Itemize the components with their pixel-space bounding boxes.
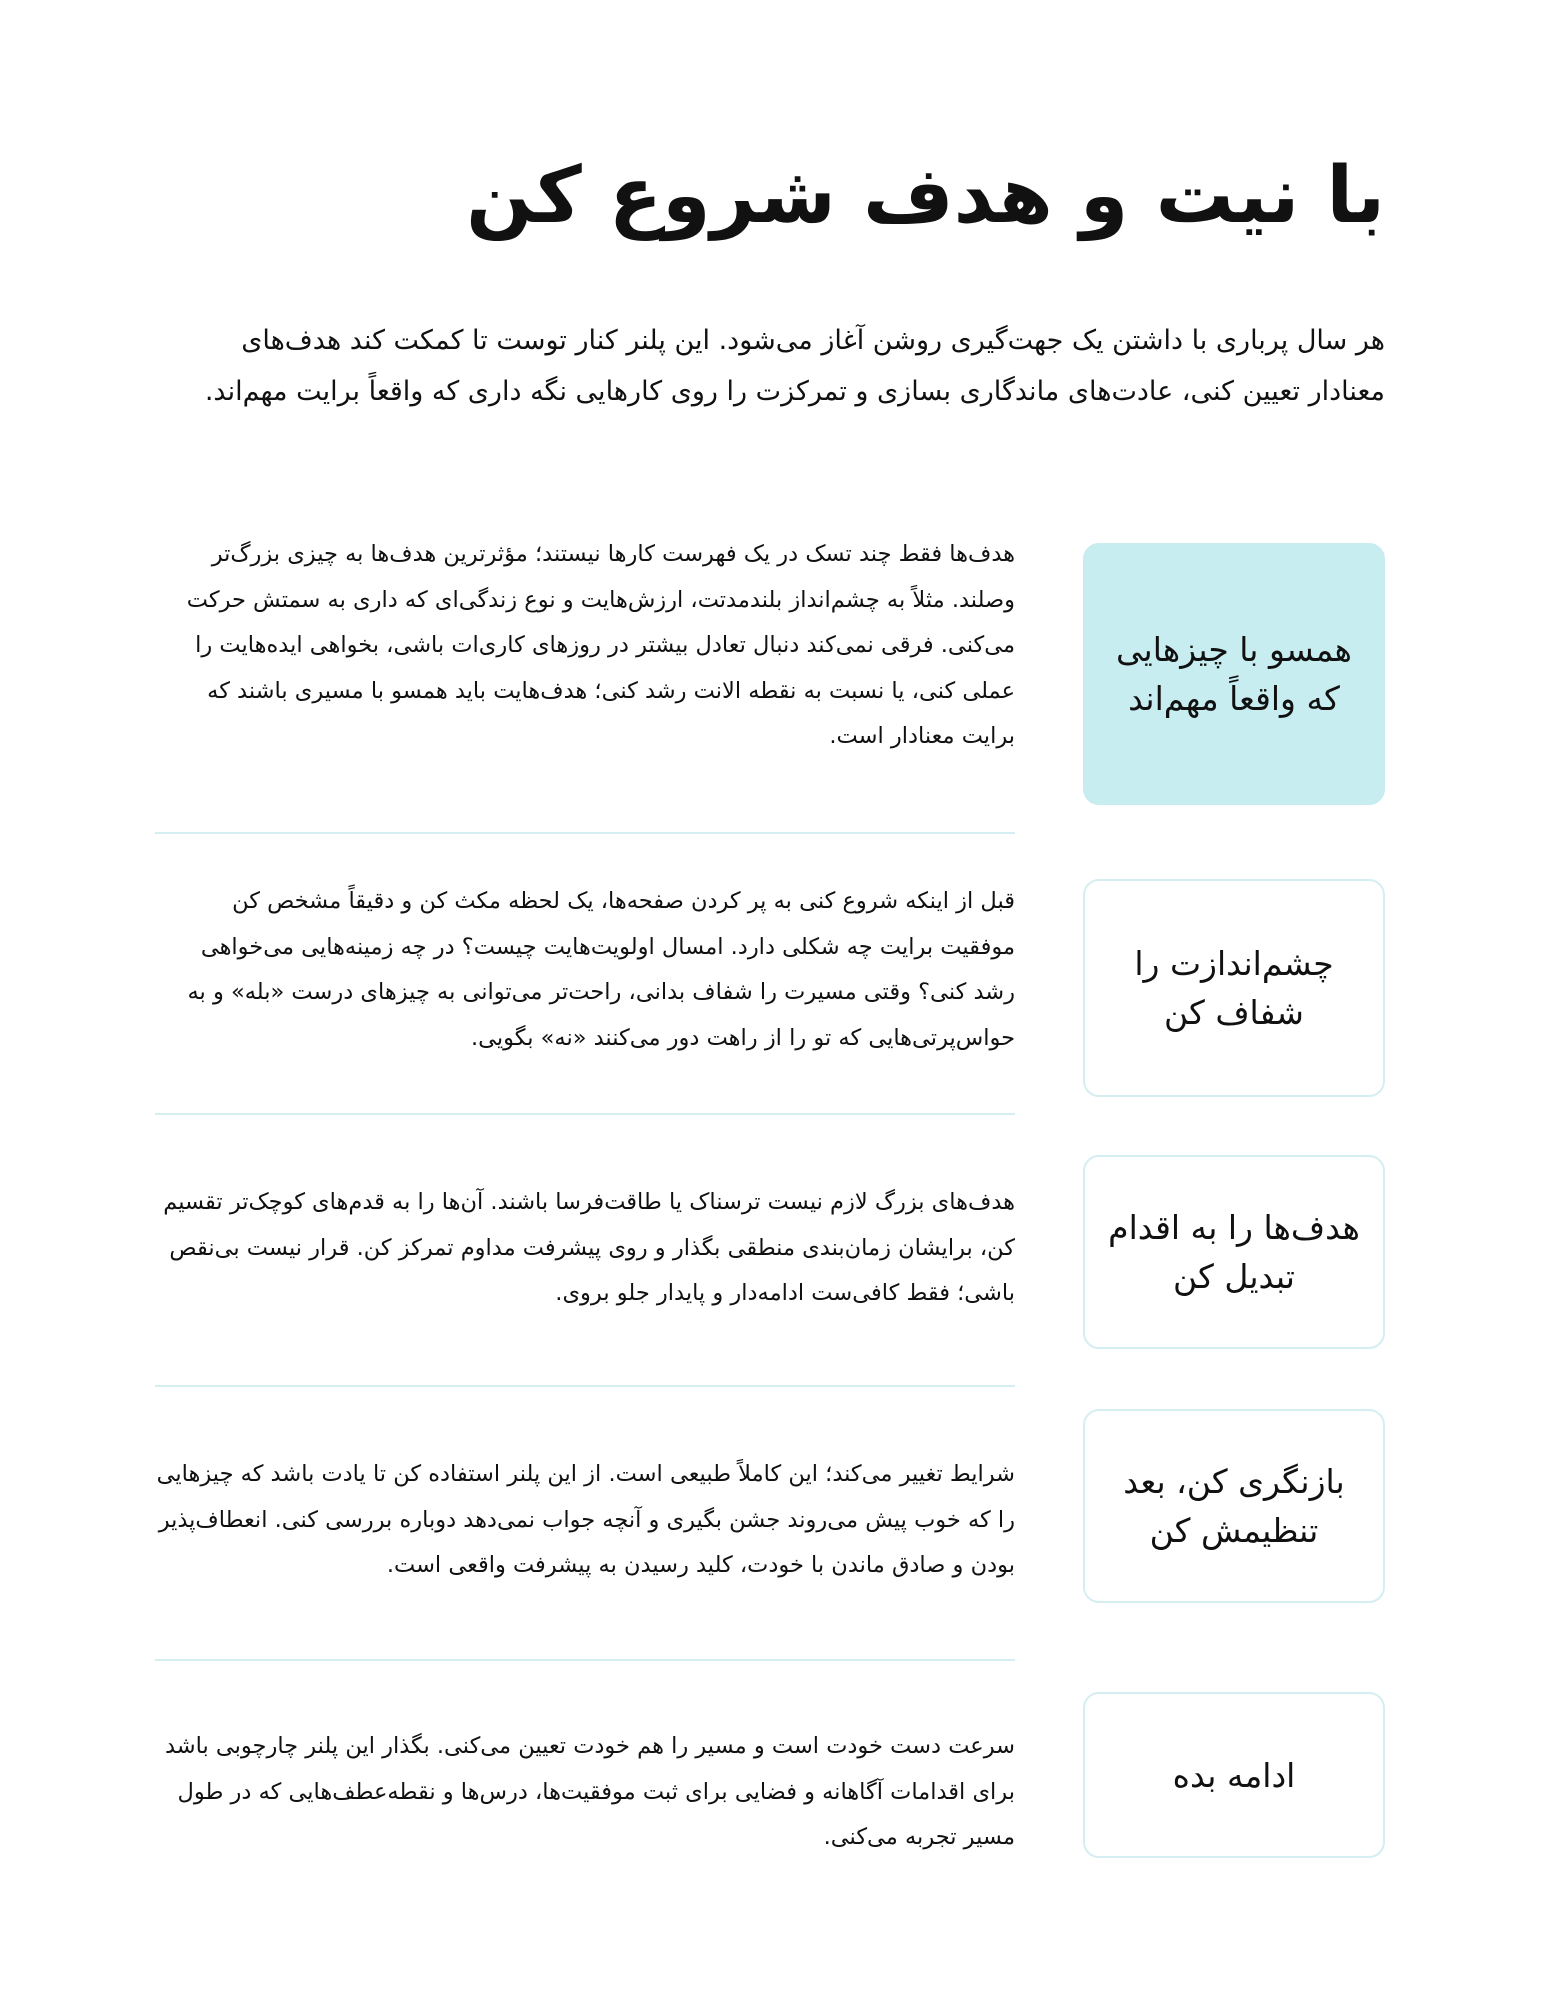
section-divider <box>155 832 1015 834</box>
section-heading-card <box>1083 879 1385 1097</box>
section-heading-card <box>1083 1155 1385 1349</box>
section-body: هدف‌ها فقط چند تسک در یک فهرست کارها نیستند؛ مؤثرترین هدف‌ها به چیزی بزرگ‌تر وصلند. مثلاً به چشم‌انداز بلندمدتت، ارزش‌هایت و نوع زندگی‌ای که داری به سمتش حرکت می‌کنی. فرقی نمی‌کند دنبال تعادل بیشتر در روزهای کاری‌ات باشی، بخواهی ایده‌هایت را عملی کنی، یا نسبت به نقطه الانت رشد کنی؛ هدف‌هایت باید همسو با مسیری باشند که برایت معنادار است. <box>186 541 1015 749</box>
intro-paragraph: هر سال پرباری با داشتن یک جهت‌گیری روشن آغاز می‌شود. این پلنر کنار توست تا کمکت کند هدف‌های معنادار تعیین کنی، عادت‌های ماندگاری بسازی و تمرکزت را روی کارهایی نگه داری که واقعاً برایت مهم‌اند. <box>204 325 1385 407</box>
section-body: سرعت دست خودت است و مسیر را هم خودت تعیین می‌کنی. بگذار این پلنر چارچوبی باشد برای اقدامات آگاهانه و فضایی برای ثبت موفقیت‌ها، درس‌ها و نقطه‌عطف‌هایی که در طول مسیر تجربه می‌کنی. <box>164 1733 1015 1850</box>
section-body: قبل از اینکه شروع کنی به پر کردن صفحه‌ها، یک لحظه مکث کن و دقیقاً مشخص کن موفقیت برایت چه شکلی دارد. امسال اولویت‌هایت چیست؟ در چه زمینه‌هایی می‌خواهی رشد کنی؟ وقتی مسیرت را شفاف بدانی، راحت‌تر می‌توانی به چیزهای درست «بله» و به حواس‌پرتی‌هایی که تو را از راهت دور می‌کنند «نه» بگویی. <box>187 888 1015 1051</box>
section-heading: ادامه بده <box>1172 1755 1296 1795</box>
section-heading: همسو با چیزهایی که واقعاً مهم‌اند <box>1116 630 1352 718</box>
section-heading: بازنگری کن، بعد تنظیمش کن <box>1123 1462 1345 1550</box>
section-heading-card <box>1083 1692 1385 1858</box>
section-heading: هدف‌ها را به اقدام تبدیل کن <box>1108 1208 1360 1296</box>
section-heading-card <box>1083 543 1385 805</box>
section-divider <box>155 1385 1015 1387</box>
section-heading-card <box>1083 1409 1385 1603</box>
section-divider <box>155 1659 1015 1661</box>
section-divider <box>155 1113 1015 1115</box>
page-title: با نیت و هدف شروع کن <box>466 151 1385 241</box>
section-heading: چشم‌اندازت را شفاف کن <box>1134 944 1334 1032</box>
section-body: هدف‌های بزرگ لازم نیست ترسناک یا طاقت‌فرسا باشند. آن‌ها را به قدم‌های کوچک‌تر تقسیم کن، برایشان زمان‌بندی منطقی بگذار و روی پیشرفت مداوم تمرکز کن. قرار نیست بی‌نقص باشی؛ فقط کافی‌ست ادامه‌دار و پایدار جلو بروی. <box>163 1189 1015 1306</box>
section-body: شرایط تغییر می‌کند؛ این کاملاً طبیعی است. از این پلنر استفاده کن تا یادت باشد که چیزهایی را که خوب پیش می‌روند جشن بگیری و آنچه جواب نمی‌دهد دوباره بررسی کنی. انعطاف‌پذیر بودن و صادق ماندن با خودت، کلید رسیدن به پیشرفت واقعی است. <box>156 1461 1015 1578</box>
